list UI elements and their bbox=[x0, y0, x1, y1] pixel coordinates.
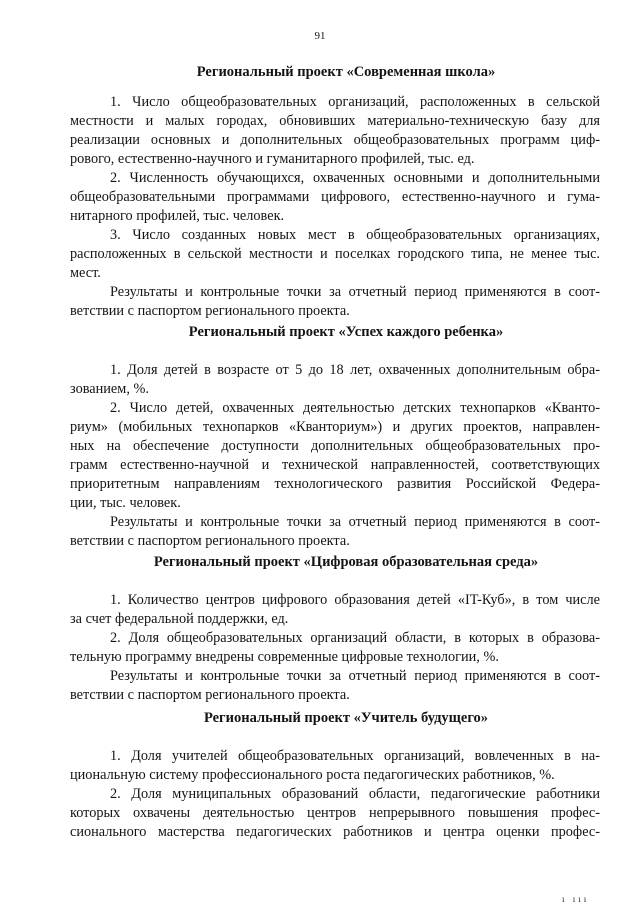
text-line: расположенных в сельской местности и поселках городского типа, не менее тыс. bbox=[70, 246, 600, 263]
text-line: мест. bbox=[70, 265, 101, 282]
paragraph-1-1 bbox=[70, 93, 600, 169]
text-line: общеобразовательными программами цифрового, естественно-научного и гума- bbox=[70, 189, 600, 206]
text-line: Результаты и контрольные точки за отчетный период применяются в соот- bbox=[110, 284, 600, 300]
page-number: 91 bbox=[314, 30, 326, 42]
paragraph-3-1 bbox=[70, 591, 600, 629]
text-line: 2. Число детей, охваченных деятельностью детских технопарков «Кванто- bbox=[110, 400, 600, 416]
text-line: ветствии с паспортом регионального проекта. bbox=[70, 687, 350, 704]
text-line: Результаты и контрольные точки за отчетный период применяются в соот- bbox=[110, 514, 600, 530]
text-line: 1. Число общеобразовательных организаций, расположенных в сельской bbox=[110, 94, 600, 110]
text-line: сионального мастерства педагогических работников и центра оценки профес- bbox=[70, 824, 600, 841]
text-line: которых охвачены деятельностью центров непрерывного повышения профес- bbox=[70, 805, 600, 822]
section-heading-digital-environment: Региональный проект «Цифровая образовательная среда» bbox=[153, 554, 539, 570]
paragraph-1-3 bbox=[70, 226, 600, 283]
text-line: грамм естественно-научной и технической направленностей, соответствующих bbox=[70, 457, 600, 474]
text-line: ветствии с паспортом регионального проекта. bbox=[70, 533, 350, 550]
text-line: циональную систему профессионального роста педагогических работников, %. bbox=[70, 767, 555, 784]
text-line: 2. Доля муниципальных образований области, педагогические работники bbox=[110, 786, 600, 802]
paragraph-1-2 bbox=[70, 169, 600, 226]
text-line: за счет федеральной поддержки, ед. bbox=[70, 611, 289, 628]
paragraph-3-3 bbox=[70, 667, 600, 705]
text-line: рового, естественно-научного и гуманитарного профилей, тыс. ед. bbox=[70, 151, 475, 168]
text-line: ции, тыс. человек. bbox=[70, 495, 181, 512]
text-line: 1. Доля учителей общеобразовательных организаций, вовлеченных в на- bbox=[110, 748, 600, 764]
text-line: приоритетным направлениям технологического развития Российской Федера- bbox=[70, 476, 600, 493]
section-heading-modern-school: Региональный проект «Современная школа» bbox=[196, 64, 496, 80]
paragraph-4-1 bbox=[70, 747, 600, 785]
paragraph-2-3 bbox=[70, 513, 600, 551]
paragraph-2-2 bbox=[70, 399, 600, 514]
text-line: тельную программу внедрены современные цифровые технологии, %. bbox=[70, 649, 499, 666]
text-line: ветствии с паспортом регионального проекта. bbox=[70, 303, 350, 320]
footer-mark: ı ııı bbox=[562, 894, 590, 904]
text-line: риум» (мобильных технопарков «Кванториум») и других проектов, направлен- bbox=[70, 419, 600, 436]
text-line: зованием, %. bbox=[70, 381, 149, 398]
section-heading-child-success: Региональный проект «Успех каждого ребенка» bbox=[188, 324, 504, 340]
paragraph-4-2 bbox=[70, 785, 600, 842]
text-line: нитарного профилей, тыс. человек. bbox=[70, 208, 285, 225]
paragraph-1-4 bbox=[70, 283, 600, 321]
text-line: 2. Численность обучающихся, охваченных основными и дополнительными bbox=[110, 170, 600, 186]
text-line: реализации основных и дополнительных общеобразовательных программ циф- bbox=[70, 132, 600, 149]
text-line: местности и малых городах, обновивших материально-техническую базу для bbox=[70, 113, 600, 130]
text-line: 1. Количество центров цифрового образования детей «IT-Куб», в том числе bbox=[110, 592, 600, 608]
text-line: 3. Число созданных новых мест в общеобразовательных организациях, bbox=[110, 227, 600, 243]
text-line: 1. Доля детей в возрасте от 5 до 18 лет, охваченных дополнительным обра- bbox=[110, 362, 600, 378]
text-line: ных на обеспечение доступности дополнительных общеобразовательных про- bbox=[70, 438, 600, 455]
paragraph-2-1 bbox=[70, 361, 600, 399]
paragraph-3-2 bbox=[70, 629, 600, 667]
text-line: Результаты и контрольные точки за отчетный период применяются в соот- bbox=[110, 668, 600, 684]
section-heading-teacher-of-future: Региональный проект «Учитель будущего» bbox=[203, 710, 489, 726]
text-line: 2. Доля общеобразовательных организаций области, в которых в образова- bbox=[110, 630, 600, 646]
